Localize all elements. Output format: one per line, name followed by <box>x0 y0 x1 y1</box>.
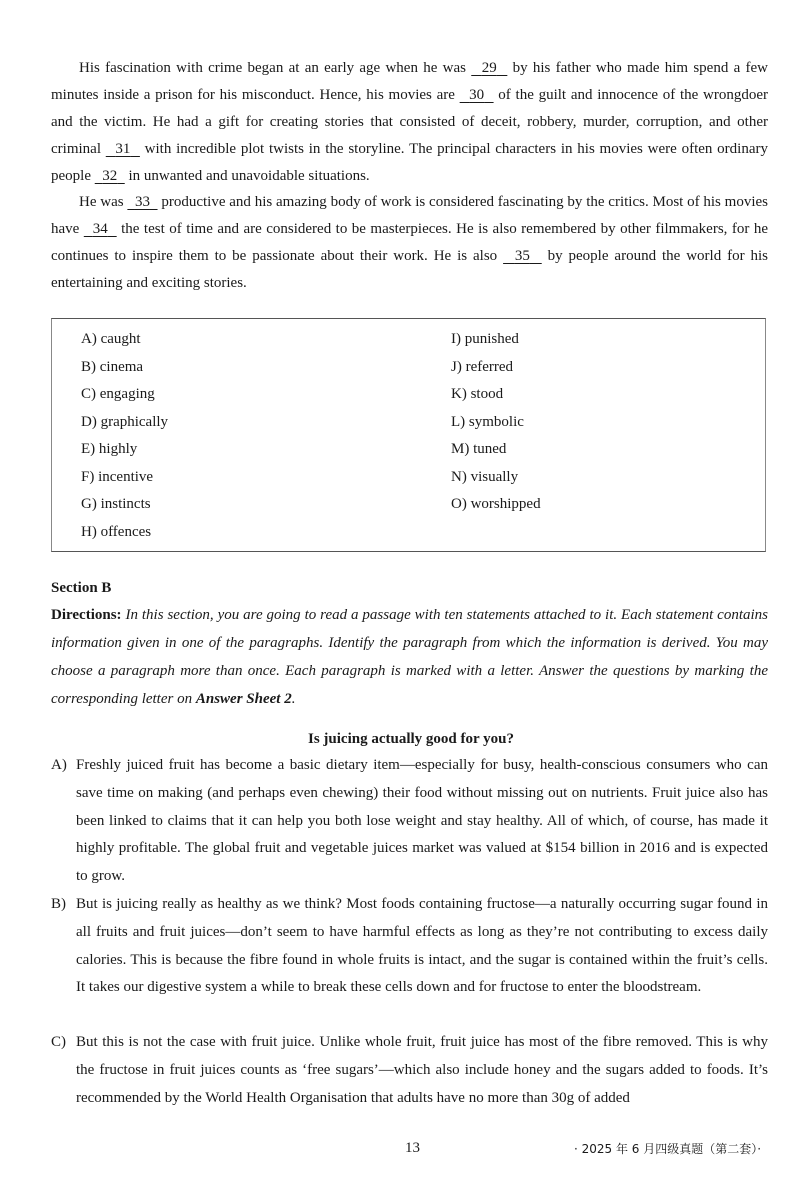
word-bank-option-k: K) stood <box>451 386 504 402</box>
text-run: with incredible plot twists in the storyline. The principal characters in his movies were often ordinary people <box>51 141 769 184</box>
word-bank-option-c: C) engaging <box>81 386 155 402</box>
page-number: 13 <box>405 1140 420 1156</box>
blank-34: 34 <box>92 221 108 237</box>
word-bank-option-b: B) cinema <box>81 358 144 375</box>
word-bank-option-i: I) punished <box>451 331 519 347</box>
text-run: He was <box>79 194 128 210</box>
text-run: the test of time and are considered to be masterpieces. He is also remembered by other filmmakers, for he continues to inspire them to be passionate about their work. He is also <box>51 221 768 264</box>
word-bank-option-l: L) symbolic <box>451 413 524 430</box>
text-run: His fascination with crime began at an early age when he was <box>79 60 472 76</box>
passage-title: Is juicing actually good for you? <box>308 731 514 747</box>
blank-30: 30 <box>469 87 485 103</box>
word-bank-option-o: O) worshipped <box>451 496 541 512</box>
blank-29: 29 <box>481 60 497 76</box>
section-b-title: Section B <box>51 580 112 596</box>
text-run: by people around the world for his entertaining and exciting stories. <box>51 248 768 291</box>
directions-end: . <box>291 691 296 707</box>
word-bank <box>51 318 766 552</box>
blank-35: 35 <box>514 248 530 264</box>
word-bank-option-e: E) highly <box>81 441 138 457</box>
paragraph-a <box>51 752 768 891</box>
word-bank-option-n: N) visually <box>451 468 519 485</box>
directions-text: In this section, you are going to read a passage with ten statements attached to it. Each statement contains information given in one of the paragraphs. Identify the paragraph from which the information is derived. You may choose a paragraph more than once. Each paragraph is marked with a letter. Answer the questions by marking the corresponding letter on <box>51 607 768 707</box>
paragraph-letter: C) <box>51 1034 66 1050</box>
section-b-directions <box>51 601 768 713</box>
passage-paragraph-1 <box>51 55 768 190</box>
answer-sheet-reference: Answer Sheet 2 <box>195 691 292 707</box>
blank-32: 32 <box>102 168 118 184</box>
word-bank-option-h: H) offences <box>81 523 152 540</box>
word-bank-option-f: F) incentive <box>81 468 154 485</box>
word-bank-right-column <box>451 326 541 519</box>
word-bank-option-d: D) graphically <box>81 413 169 430</box>
text-run: in unwanted and unavoidable situations. <box>124 168 370 184</box>
word-bank-left-column <box>81 326 168 546</box>
text-run: productive and his amazing body of work is considered fascinating by the critics. Most of his movies have <box>51 194 769 237</box>
text-run: of the guilt and innocence of the wrongdoer and the victim. He had a gift for creating stories that consisted of deceit, robbery, murder, corruption, and other criminal <box>51 87 769 157</box>
word-bank-option-a: A) caught <box>81 331 141 347</box>
paragraph-text: But this is not the case with fruit juice. Unlike whole fruit, fruit juice has most of the fibre removed. This is why the fructose in fruit juices counts as ‘free sugars’—which also include honey and the sugars added to foods. It’s recommended by the World Health Organisation that adults have no more than 30g of added <box>76 1034 768 1106</box>
paragraph-b <box>51 891 768 1002</box>
text-run: by his father who made him spend a few minutes inside a prison for his misconduct. Hence, his movies are <box>51 60 769 103</box>
word-bank-option-m: M) tuned <box>451 441 507 457</box>
paragraph-letter: A) <box>51 757 67 773</box>
blank-31: 31 <box>115 141 131 157</box>
word-bank-option-j: J) referred <box>451 358 514 375</box>
blank-33: 33 <box>134 194 150 210</box>
paragraph-letter: B) <box>51 896 66 912</box>
exam-footer: · 2025 年 6 月四级真题（第二套）· <box>574 1142 762 1156</box>
paragraph-c <box>51 1029 768 1112</box>
passage-paragraph-2 <box>51 189 768 297</box>
paragraph-text: Freshly juiced fruit has become a basic dietary item—especially for busy, health-conscious consumers who can save time on making (and perhaps even chewing) their food without missing out on nutrients. Fruit juice also has been linked to claims that it can help you both lose weight and stay healthy. All of which, of course, has made it highly profitable. The global fruit and vegetable juices market was valued at $154 billion in 2016 and is expected to grow. <box>76 757 768 885</box>
word-bank-option-g: G) instincts <box>81 496 151 512</box>
paragraph-text: But is juicing really as healthy as we think? Most foods containing fructose—a naturally occurring sugar found in all fruits and fruit juices—don’t seem to have harmful effects as long as they’re not contributing to excess daily calories. This is because the fibre found in whole fruits is intact, and the sugar is contained within the fruit’s cells. It takes our digestive system a while to break these cells down and for fructose to enter the bloodstream. <box>76 896 768 996</box>
directions-label: Directions: <box>51 607 122 623</box>
